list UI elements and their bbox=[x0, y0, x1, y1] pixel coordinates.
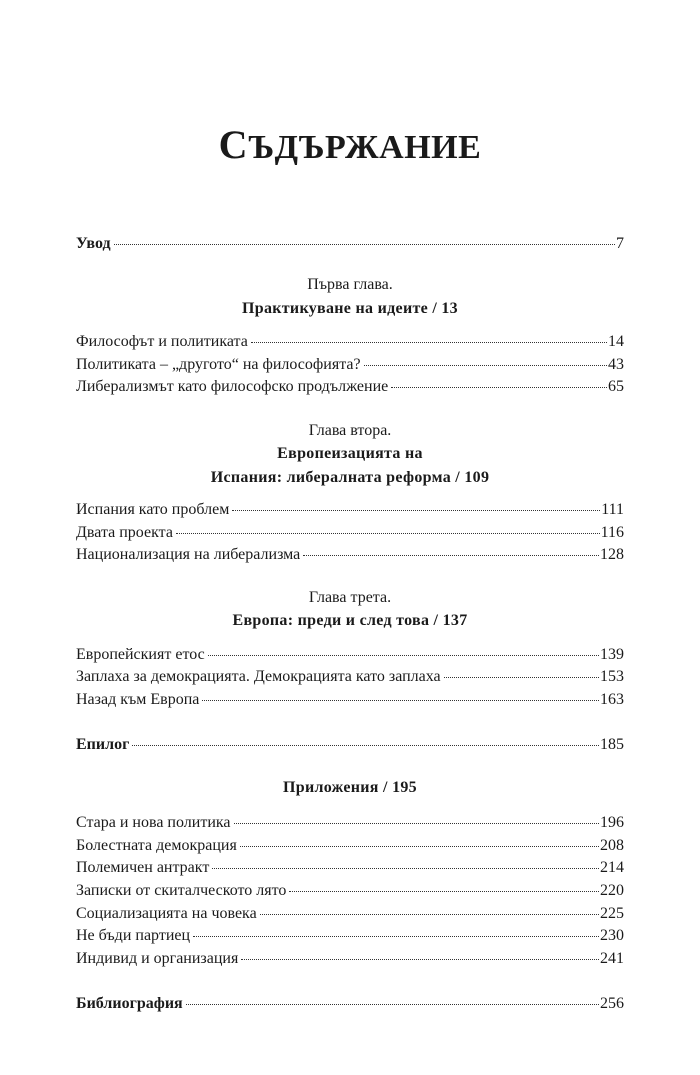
chapter-2-label: Глава втора. bbox=[308, 422, 392, 439]
dot-leader bbox=[232, 510, 600, 511]
appendices-title: Приложения / 195 bbox=[283, 779, 417, 796]
entry-label: Европейският етос bbox=[76, 646, 205, 663]
dot-leader bbox=[241, 959, 599, 960]
chapter-3-label: Глава трета. bbox=[308, 589, 392, 606]
toc-entry[interactable] bbox=[76, 522, 624, 544]
entry-label: Не бъди партиец bbox=[76, 927, 191, 944]
toc-entry[interactable] bbox=[76, 903, 624, 925]
toc-entry[interactable] bbox=[76, 666, 624, 688]
entry-page: 185 bbox=[600, 736, 624, 753]
toc-entry[interactable] bbox=[76, 331, 624, 353]
toc-entry[interactable] bbox=[76, 835, 624, 857]
entry-page: 256 bbox=[600, 995, 624, 1012]
dot-leader bbox=[251, 342, 607, 343]
dot-leader bbox=[260, 914, 599, 915]
entry-label: Увод bbox=[76, 235, 111, 252]
entry-label: Двата проекта bbox=[76, 524, 173, 541]
toc-entry[interactable] bbox=[76, 880, 624, 902]
chapter-3-title: Европа: преди и след това / 137 bbox=[232, 612, 468, 629]
dot-leader bbox=[132, 745, 599, 746]
entry-page: 7 bbox=[616, 235, 624, 252]
dot-leader bbox=[176, 533, 600, 534]
dot-leader bbox=[208, 655, 599, 656]
toc-entry[interactable] bbox=[76, 376, 624, 398]
toc-entry-epilogue[interactable] bbox=[76, 734, 624, 756]
dot-leader bbox=[240, 846, 599, 847]
entry-label: Национализация на либерализма bbox=[76, 546, 301, 563]
entry-page: 208 bbox=[600, 837, 624, 854]
entry-page: 153 bbox=[600, 668, 624, 685]
toc-entry[interactable] bbox=[76, 925, 624, 947]
dot-leader bbox=[114, 244, 615, 245]
dot-leader bbox=[186, 1004, 599, 1005]
entry-label: Индивид и организация bbox=[76, 950, 239, 967]
chapter-1-label: Първа глава. bbox=[307, 276, 393, 293]
entry-label: Социализацията на човека bbox=[76, 905, 257, 922]
page-title-initial: С bbox=[218, 122, 249, 167]
entry-label: Болестната демокрация bbox=[76, 837, 237, 854]
entry-label: Политиката – „другото“ на философията? bbox=[76, 356, 361, 373]
chapter-2-title-line1: Европеизацията на bbox=[277, 445, 423, 462]
toc-entry[interactable] bbox=[76, 544, 624, 566]
entry-page: 111 bbox=[601, 501, 624, 518]
dot-leader bbox=[364, 365, 607, 366]
entry-label: Философът и политиката bbox=[76, 333, 248, 350]
dot-leader bbox=[303, 555, 599, 556]
toc-entry[interactable] bbox=[76, 948, 624, 970]
dot-leader bbox=[202, 700, 599, 701]
toc-entry[interactable] bbox=[76, 689, 624, 711]
entry-page: 14 bbox=[608, 333, 624, 350]
entry-label: Либерализмът като философско продължение bbox=[76, 378, 389, 395]
entry-page: 139 bbox=[600, 646, 624, 663]
entry-label: Епилог bbox=[76, 736, 130, 753]
dot-leader bbox=[193, 936, 599, 937]
entry-label: Назад към Европа bbox=[76, 691, 200, 708]
entry-page: 230 bbox=[600, 927, 624, 944]
entry-label: Библиография bbox=[76, 995, 183, 1012]
page-title-rest: ЪДЪРЖАНИЕ bbox=[248, 129, 482, 166]
entry-page: 65 bbox=[608, 378, 624, 395]
chapter-1-title: Практикуване на идеите / 13 bbox=[242, 300, 458, 317]
dot-leader bbox=[391, 387, 607, 388]
page-title bbox=[0, 121, 700, 168]
toc-entry-bibliography[interactable] bbox=[76, 993, 624, 1015]
dot-leader bbox=[289, 891, 599, 892]
entry-label: Стара и нова политика bbox=[76, 814, 231, 831]
entry-page: 128 bbox=[600, 546, 624, 563]
toc-entry[interactable] bbox=[76, 354, 624, 376]
entry-page: 241 bbox=[600, 950, 624, 967]
entry-page: 116 bbox=[600, 524, 624, 541]
entry-label: Полемичен антракт bbox=[76, 859, 210, 876]
dot-leader bbox=[444, 677, 599, 678]
entry-label: Заплаха за демокрацията. Демокрацията като заплаха bbox=[76, 668, 441, 685]
entry-page: 220 bbox=[600, 882, 624, 899]
toc-entry[interactable] bbox=[76, 857, 624, 879]
entry-page: 43 bbox=[608, 356, 624, 373]
entry-page: 225 bbox=[600, 905, 624, 922]
toc-entry-intro[interactable] bbox=[76, 233, 624, 255]
entry-page: 163 bbox=[600, 691, 624, 708]
dot-leader bbox=[234, 823, 599, 824]
dot-leader bbox=[212, 868, 599, 869]
entry-page: 214 bbox=[600, 859, 624, 876]
entry-label: Испания като проблем bbox=[76, 501, 230, 518]
entry-label: Записки от скиталческото лято bbox=[76, 882, 287, 899]
toc-entry[interactable] bbox=[76, 812, 624, 834]
chapter-2-title-line2: Испания: либералната реформа / 109 bbox=[210, 469, 490, 486]
toc-entry[interactable] bbox=[76, 499, 624, 521]
entry-page: 196 bbox=[600, 814, 624, 831]
toc-entry[interactable] bbox=[76, 644, 624, 666]
